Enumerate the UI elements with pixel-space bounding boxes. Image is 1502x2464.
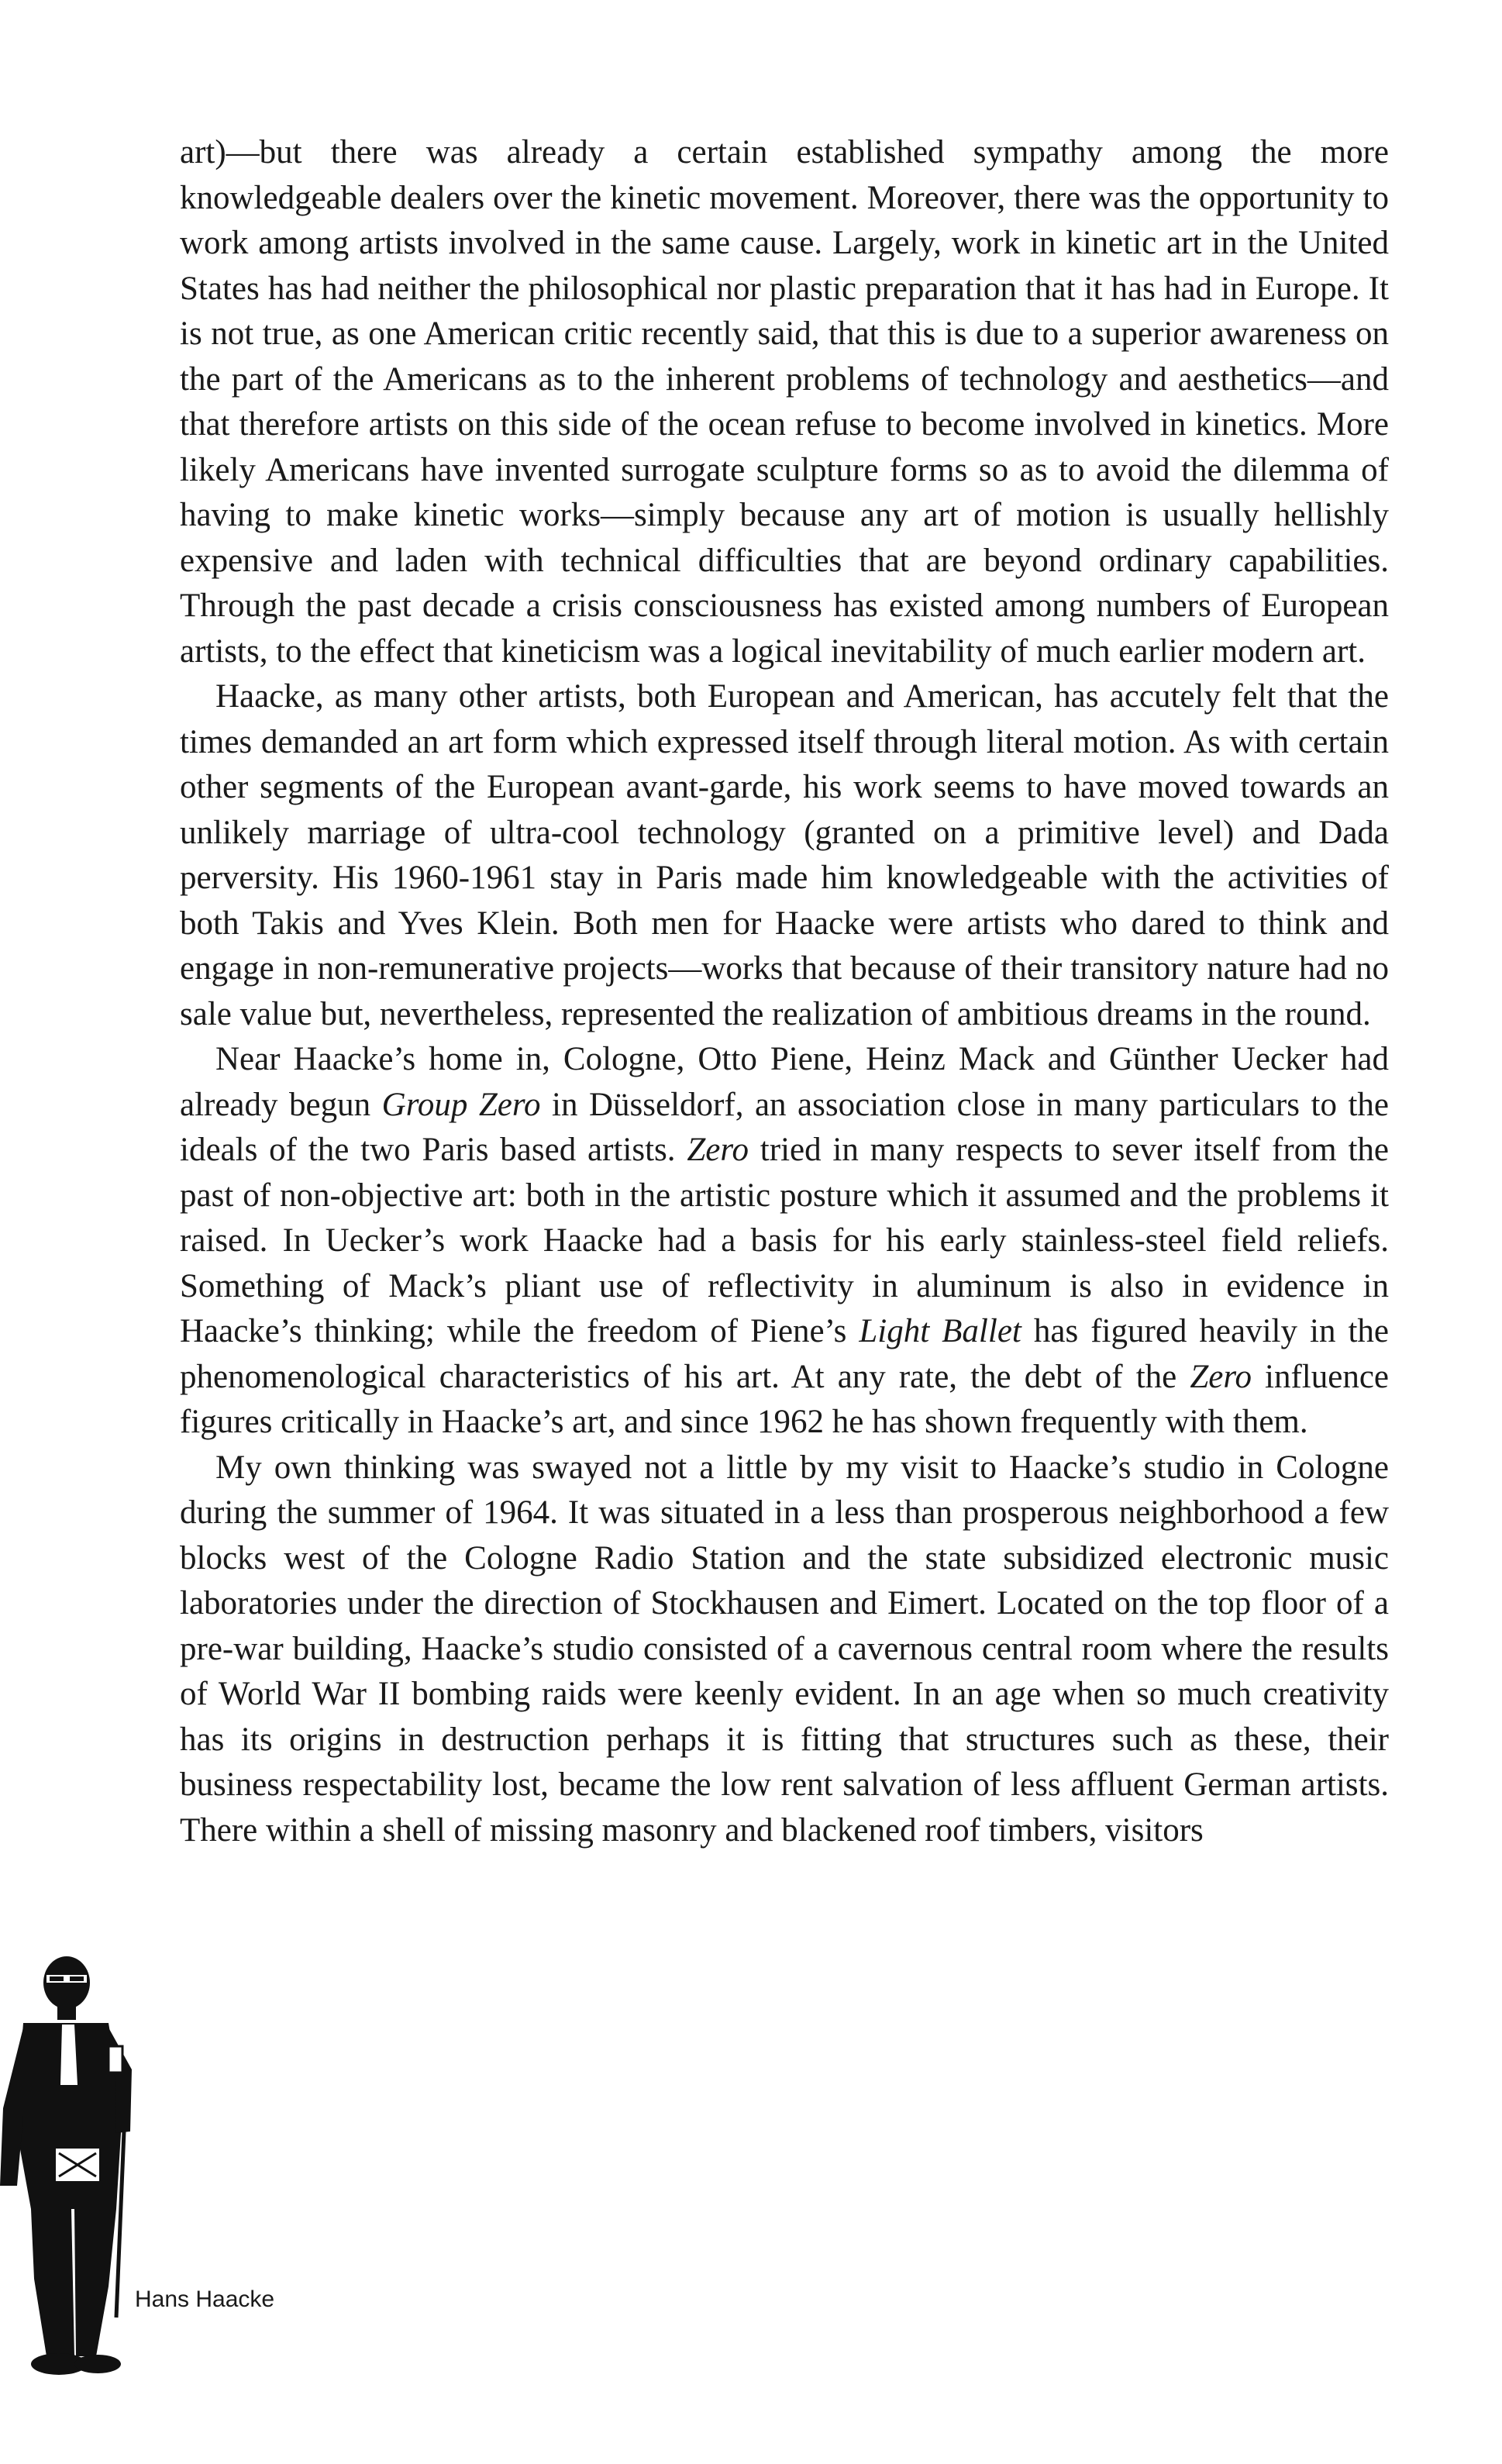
paragraph-3	[180, 1037, 1389, 1446]
artwork-title-light-ballet: Light Ballet	[859, 1313, 1021, 1349]
paragraph-1	[180, 130, 1389, 674]
paragraph-3-segment: has figured heavily in the phenomenological characteristics of his art. At any rate, the debt of the	[180, 1313, 1389, 1395]
paragraph-1-segment: art)—but there was already a certain established sympathy among the more knowledgeable dealers over the kinetic movement. Moreover, there was the opportunity to work among artists involved in the same cause. Largely, work in kinetic art in the United States has had neither the philosophical nor plastic preparation that it has had in Europe. It is not true, as one American critic recently said, that this is due to a superior awareness on the part of the Americans as to the inherent problems of technology and aesthetics—and that therefore artists on this side of the ocean refuse to become involved in kinetics. More likely Americans have invented surrogate sculpture forms so as to avoid the dilemma of having to make kinetic works—simply because any art of motion is usually hellishly expensive and laden with technical difficulties that are beyond ordinary capabilities. Through the past decade a crisis consciousness has existed among numbers of European artists, to the effect that kineticism was a logical inevitability of much earlier modern art.	[180, 134, 1389, 670]
group-name-zero: Zero	[687, 1132, 749, 1168]
person-silhouette-photo	[0, 1953, 171, 2387]
artwork-title-group-zero: Group Zero	[381, 1086, 541, 1123]
paragraph-3-segment: tried in many respects to sever itself from the past of non-objective art: both in the artistic posture which it assumed and the problems it raised. In Uecker’s work Haacke had a basis for his early stainless-steel field reliefs. Something of Mack’s pliant use of reflectivity in aluminum is also in evidence in Haacke’s thinking; while the freedom of Piene’s	[180, 1132, 1389, 1349]
paragraph-3-segment: Near Haacke’s home in, Cologne, Otto Piene, Heinz Mack and Günther Uecker had already begun	[180, 1041, 1389, 1123]
paragraph-4	[180, 1446, 1389, 1854]
paragraph-3-segment: in Düsseldorf, an association close in many particulars to the ideals of the two Paris based artists.	[180, 1086, 1390, 1168]
group-name-zero: Zero	[1190, 1358, 1252, 1395]
paragraph-2-segment: Haacke, as many other artists, both European and American, has accutely felt that the times demanded an art form which expressed itself through literal motion. As with certain other segments of the European avant-garde, his work seems to have moved towards an unlikely marriage of ultra-cool technology (granted on a primitive level) and Dada perversity. His 1960-1961 stay in Paris made him knowledgeable with the activities of both Takis and Yves Klein. Both men for Haacke were artists who dared to think and engage in non-remunerative projects—works that because of their transitory nature had no sale value but, nevertheless, represented the realization of ambitious dreams in the round.	[180, 678, 1389, 1032]
paragraph-4-segment: My own thinking was swayed not a little by my visit to Haacke’s studio in Cologne during the summer of 1964. It was situated in a less than prosperous neighborhood a few blocks west of the Cologne Radio Station and the state subsidized electronic music laboratories under the direction of Stockhausen and Eimert. Located on the top floor of a pre-war building, Haacke’s studio consisted of a cavernous central room where the results of World War II bombing raids were keenly evident. In an age when so much creativity has its origins in destruction perhaps it is fitting that structures such as these, their business respectability lost, became the low rent salvation of less affluent German artists. There within a shell of missing masonry and blackened roof timbers, visitors	[180, 1449, 1389, 1849]
paragraph-2	[180, 674, 1389, 1037]
body-text	[180, 130, 1389, 1853]
paragraph-3-segment: influence figures critically in Haacke’s art, and since 1962 he has shown frequently with them.	[180, 1358, 1389, 1440]
photo-caption: Hans Haacke	[135, 2287, 275, 2312]
